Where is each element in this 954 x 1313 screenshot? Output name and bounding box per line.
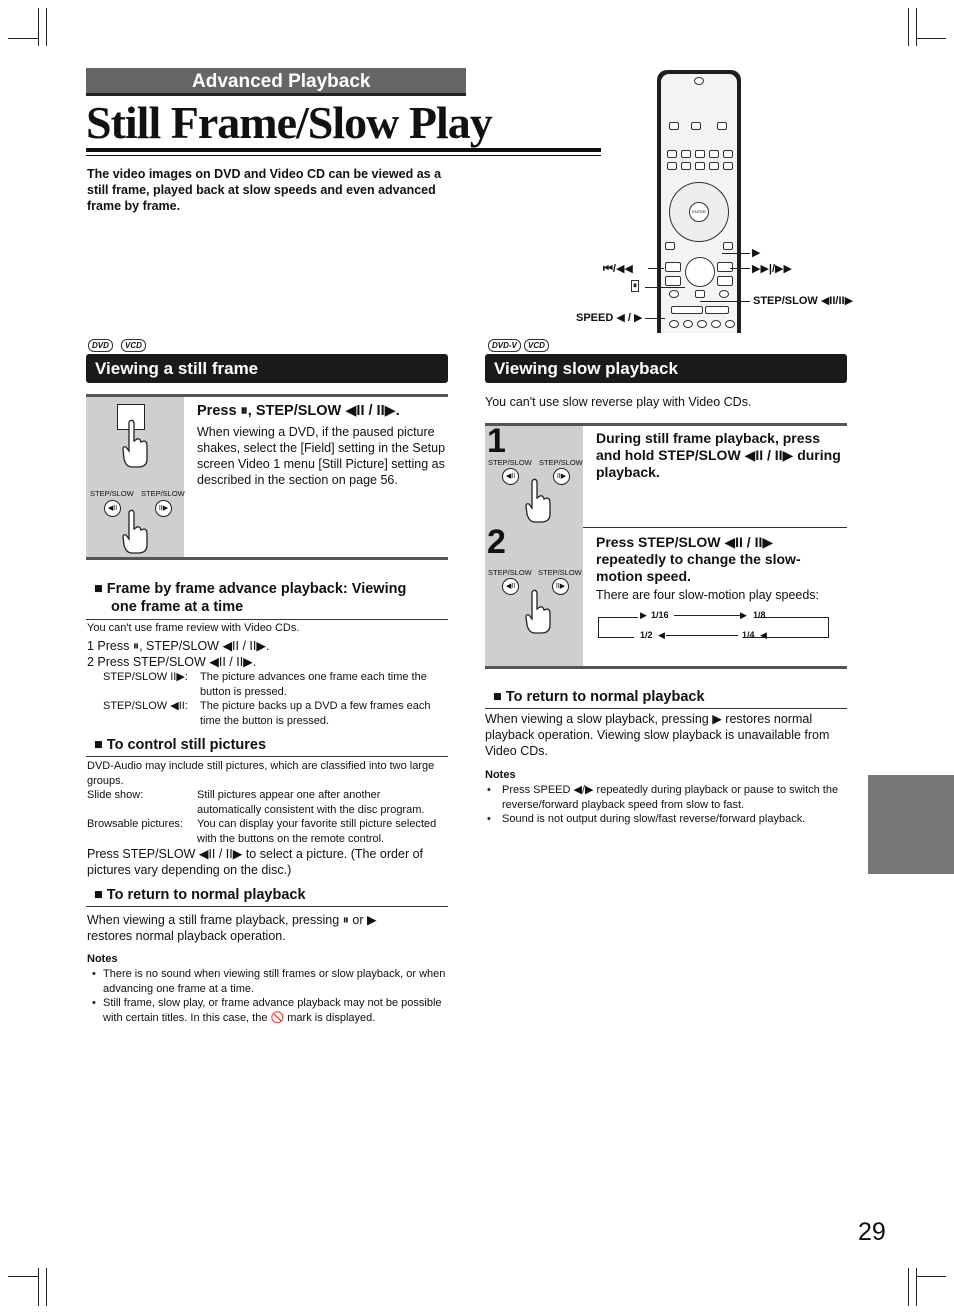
step1-illustration xyxy=(485,422,583,527)
side-tab xyxy=(868,775,954,874)
frame-step-2: 2 Press STEP/SLOW ◀II / II▶. xyxy=(87,655,257,669)
callout-line xyxy=(730,268,750,269)
step2-illustration xyxy=(485,523,583,666)
divider xyxy=(485,708,847,709)
crop-mark xyxy=(916,38,946,39)
note-item: Press SPEED ◀/▶ repeatedly during playback or pause to switch the reverse/forward playback speed from slow to fast. xyxy=(502,784,839,811)
step-slow-label: STEP/SLOW xyxy=(539,458,583,467)
hand-icon xyxy=(523,589,553,635)
step-number: 1 xyxy=(487,422,506,460)
speed-arrow-icon: ▶ xyxy=(740,610,747,620)
control-intro: DVD-Audio may include still pictures, which are classified into two large groups. xyxy=(87,760,435,787)
speed-arrow-icon: ◀ xyxy=(658,630,665,640)
speed-arrow-icon: ◀ xyxy=(760,630,767,640)
frame-step-1: 1 Press ⏸, STEP/SLOW ◀II / II▶. xyxy=(87,639,270,653)
disc-icon-dvd: DVD xyxy=(88,339,113,352)
hand-icon xyxy=(523,478,553,524)
slow-notes-heading: Notes xyxy=(485,769,516,781)
note-item: Still frame, slow play, or frame advance playback may not be possible with certain titles. In this case, the 🚫 mark is displayed. xyxy=(103,997,442,1024)
crop-mark xyxy=(46,8,47,46)
divider xyxy=(86,906,448,907)
frame-desc-fwd-label: STEP/SLOW II▶: xyxy=(103,671,188,683)
step1-heading: During still frame playback, press and hold STEP/SLOW ◀II / II▶ during playback. xyxy=(596,430,841,480)
crop-mark xyxy=(908,1268,909,1306)
step-illustration xyxy=(86,397,184,557)
section-badge: Advanced Playback xyxy=(86,68,466,96)
callout-line xyxy=(700,301,750,302)
step-forward-button-icon: II▶ xyxy=(155,500,172,517)
step2-body: There are four slow-motion play speeds: xyxy=(596,588,820,602)
step2-heading: Press STEP/SLOW ◀II / II▶ repeatedly to change the slow-motion speed. xyxy=(596,534,801,584)
return-heading: ■ To return to normal playback xyxy=(94,887,306,903)
title-rule xyxy=(86,148,601,152)
callout-line xyxy=(648,268,664,269)
step-forward-button-icon: II▶ xyxy=(553,468,570,485)
section-bar-slow-playback: Viewing slow playback xyxy=(485,354,847,383)
frame-desc-back-label: STEP/SLOW ◀II: xyxy=(103,700,188,712)
crop-mark xyxy=(916,8,917,46)
step-forward-button-icon: II▶ xyxy=(552,578,569,595)
step-slow-label: STEP/SLOW xyxy=(141,489,185,498)
callout-pause: ⏸ xyxy=(633,281,637,290)
note-bullet: • xyxy=(92,997,96,1009)
disc-icon-vcd: VCD xyxy=(121,339,146,352)
step-slow-label: STEP/SLOW xyxy=(90,489,134,498)
crop-mark xyxy=(916,1268,917,1306)
callout-line xyxy=(645,318,665,319)
speed-cycle-diagram xyxy=(598,608,828,638)
arrow-line xyxy=(674,615,740,616)
crop-mark xyxy=(916,1276,946,1277)
callout-speed: SPEED ◀ / ▶ xyxy=(576,312,643,324)
speed-1-2: 1/2 xyxy=(640,630,653,640)
control-heading: ■ To control still pictures xyxy=(94,737,267,753)
note-item: There is no sound when viewing still frames or slow playback, or when advancing one frame at a time. xyxy=(103,968,446,995)
callout-line xyxy=(645,287,685,288)
divider xyxy=(583,527,847,528)
step-slow-label: STEP/SLOW xyxy=(488,458,532,467)
hand-icon xyxy=(120,509,150,555)
crop-mark xyxy=(8,38,38,39)
frame-desc-fwd: The picture advances one frame each time the button is pressed. xyxy=(200,671,427,698)
frame-note: You can't use frame review with Video CDs. xyxy=(87,622,300,634)
browse-label: Browsable pictures: xyxy=(87,818,183,830)
callout-next: ▶▶|/▶▶ xyxy=(752,263,792,275)
step-body: When viewing a DVD, if the paused picture shakes, select the [Field] setting in the Setup screen Video 1 menu [Still Picture] setting as described in the section on page 56. xyxy=(197,425,446,487)
return-text: When viewing a still frame playback, pressing ⏸ or ▶ restores normal playback operation. xyxy=(87,913,377,943)
speed-1-16: 1/16 xyxy=(651,610,669,620)
divider xyxy=(485,666,847,669)
slide-label: Slide show: xyxy=(87,789,144,801)
control-outro: Press STEP/SLOW ◀II / II▶ to select a picture. (The order of pictures vary depending on the disc.) xyxy=(87,847,424,877)
slide-text: Still pictures appear one after another automatically consistent with the disc program. xyxy=(197,789,425,816)
crop-mark xyxy=(908,8,909,46)
hand-icon xyxy=(120,419,150,469)
slow-intro: You can't use slow reverse play with Video CDs. xyxy=(485,395,752,409)
disc-icon-vcd: VCD xyxy=(524,339,549,352)
step-back-button-icon: ◀II xyxy=(104,500,121,517)
divider xyxy=(86,619,448,620)
crop-mark xyxy=(46,1268,47,1306)
speed-1-4: 1/4 xyxy=(742,630,755,640)
speed-1-8: 1/8 xyxy=(753,610,766,620)
step-back-button-icon: ◀II xyxy=(502,468,519,485)
callout-step-slow: STEP/SLOW ◀II/II▶ xyxy=(753,295,854,307)
slow-return-heading: ■ To return to normal playback xyxy=(493,689,705,705)
section-bar-still-frame: Viewing a still frame xyxy=(86,354,448,383)
slow-return-text: When viewing a slow playback, pressing ▶ restores normal playback operation. Viewing slow playback is unavailable from Video CDs. xyxy=(485,712,830,758)
frame-desc-back: The picture backs up a DVD a few frames each time the button is pressed. xyxy=(200,700,431,727)
disc-icon-dvd-v: DVD-V xyxy=(488,339,521,352)
crop-mark xyxy=(38,1268,39,1306)
note-item: Sound is not output during slow/fast reverse/forward playback. xyxy=(502,813,806,825)
title-rule-thin xyxy=(86,155,601,156)
crop-mark xyxy=(8,1276,38,1277)
frame-heading-line1: ■ Frame by frame advance playback: Viewing xyxy=(94,581,407,597)
arrow-line xyxy=(666,635,738,636)
note-bullet: • xyxy=(487,813,491,825)
divider xyxy=(86,557,448,560)
step-slow-label: STEP/SLOW xyxy=(488,568,532,577)
callout-line xyxy=(722,253,750,254)
crop-mark xyxy=(38,8,39,46)
remote-control-illustration: ENTER xyxy=(657,70,741,333)
page-number: 29 xyxy=(858,1218,886,1246)
step-number: 2 xyxy=(487,523,506,561)
browse-text: You can display your favorite still picture selected with the buttons on the remote control. xyxy=(197,818,437,845)
step-back-button-icon: ◀II xyxy=(502,578,519,595)
divider xyxy=(86,756,448,757)
note-bullet: • xyxy=(487,784,491,796)
frame-heading-line2: one frame at a time xyxy=(111,599,244,615)
callout-skip: ⏮/◀◀ xyxy=(603,263,633,275)
note-bullet: • xyxy=(92,968,96,980)
notes-heading: Notes xyxy=(87,953,118,965)
step-heading: Press ⏸, STEP/SLOW ◀II / II▶. xyxy=(197,403,400,419)
page-title: Still Frame/Slow Play xyxy=(86,97,492,148)
callout-play: ▶ xyxy=(752,247,761,259)
step-slow-label: STEP/SLOW xyxy=(538,568,582,577)
intro-text: The video images on DVD and Video CD can be viewed as a still frame, played back at slow speeds and even advanced frame by frame. xyxy=(87,167,442,213)
speed-arrow-icon: ▶ xyxy=(640,610,647,620)
